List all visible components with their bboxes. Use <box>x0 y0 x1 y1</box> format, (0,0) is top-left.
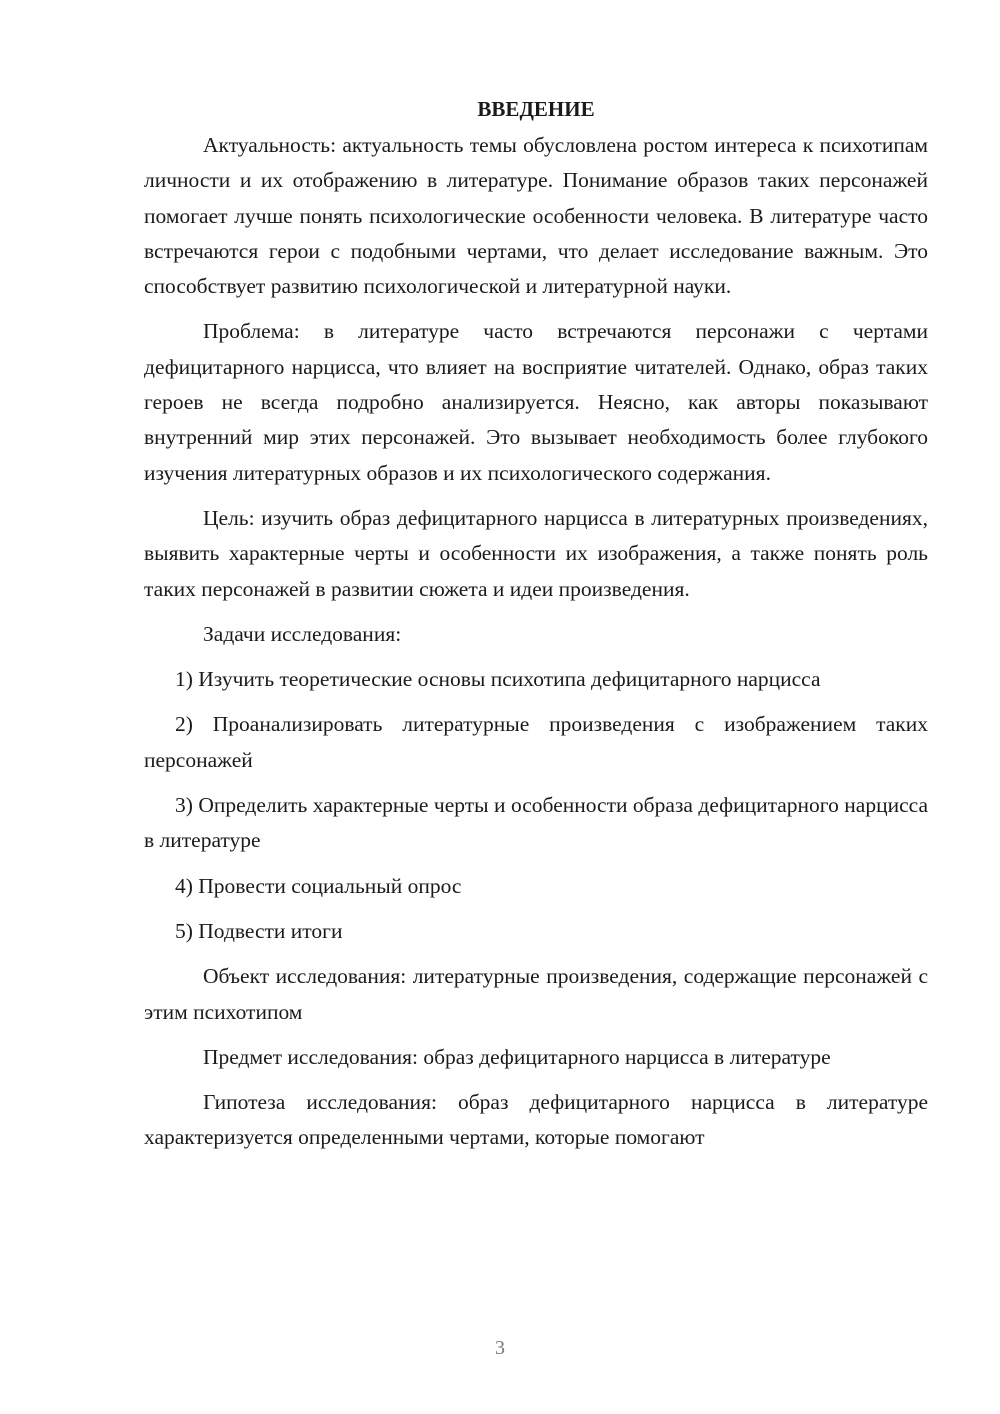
task-item-2: 2) Проанализировать литературные произведения с изображением таких персонажей <box>144 712 928 772</box>
task-item-1: 1) Изучить теоретические основы психотипа дефицитарного нарцисса <box>175 667 821 692</box>
task-item-5: 5) Подвести итоги <box>175 918 343 943</box>
page-number: 3 <box>495 1337 505 1359</box>
task-item-4: 4) Провести социальный опрос <box>175 873 462 898</box>
section-title: ВВЕДЕНИЕ <box>477 97 595 121</box>
paragraph-object: Объект исследования: литературные произведения, содержащие персонажей с этим психотипом <box>144 964 928 1024</box>
paragraph-hypothesis: Гипотеза исследования: образ дефицитарного нарцисса в литературе характеризуется определенными чертами, которые помогают <box>144 1090 928 1150</box>
paragraph-problem: Проблема: в литературе часто встречаются персонажи с чертами дефицитарного нарцисса, что влияет на восприятие читателей. Однако, образ таких героев не всегда подробно анализируется. Неясно, как авторы показывают внутренний мир этих персонажей. Это вызывает необходимость более глубокого изучения литературных образов и их психологического содержания. <box>144 319 928 485</box>
task-item-3: 3) Определить характерные черты и особенности образа дефицитарного нарцисса в литературе <box>144 793 928 853</box>
paragraph-relevance: Актуальность: актуальность темы обусловлена ростом интереса к психотипам личности и их отображению в литературе. Понимание образов таких персонажей помогает лучше понять психологические особенности человека. В литературе часто встречаются герои с подобными чертами, что делает исследование важным. Это способствует развитию психологической и литературной науки. <box>144 133 928 299</box>
tasks-heading: Задачи исследования: <box>203 621 402 646</box>
paragraph-goal: Цель: изучить образ дефицитарного нарцисса в литературных произведениях, выявить характерные черты и особенности их изображения, а также понять роль таких персонажей в развитии сюжета и идеи произведения. <box>144 505 928 601</box>
document-page <box>144 92 928 1166</box>
paragraph-subject: Предмет исследования: образ дефицитарного нарцисса в литературе <box>203 1044 831 1069</box>
